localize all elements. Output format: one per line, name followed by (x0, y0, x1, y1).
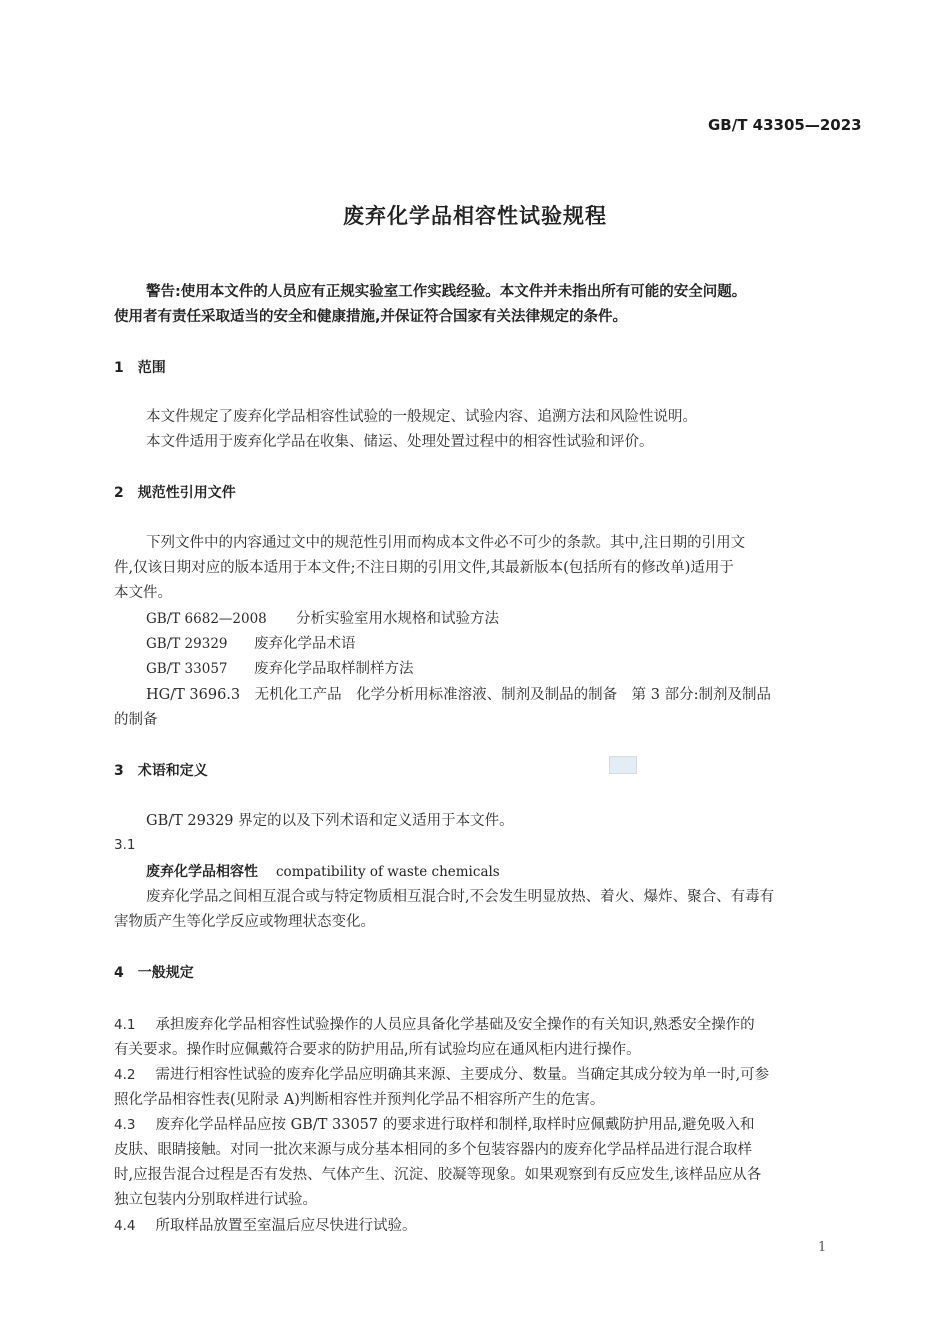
reference-title: 分析实验室用水规格和试验方法 (296, 611, 499, 627)
section-3-intro: GB/T 29329 界定的以及下列术语和定义适用于本文件。 (146, 813, 514, 829)
section-2-intro-line: 本文件。 (114, 585, 172, 601)
clause-text: 需进行相容性试验的废弃化学品应明确其来源、主要成分、数量。当确定其成分较为单一时,可参 (155, 1067, 770, 1083)
clause-number: 4.4 (114, 1218, 136, 1234)
term-english: compatibility of waste chemicals (276, 864, 500, 880)
clause-first-line (114, 1214, 416, 1235)
standard-code: GB/T 43305—2023 (708, 116, 862, 134)
reference-title: 废弃化学品取样制样方法 (254, 661, 414, 677)
reference-item (146, 607, 499, 628)
clause-first-line (114, 1013, 755, 1034)
warning-line-1: 警告:使用本文件的人员应有正规实验室工作实践经验。本文件并未指出所有可能的安全问题。 (146, 284, 747, 300)
clause-text: 废弃化学品样品应按 GB/T 33057 的要求进行取样和制样,取样时应佩戴防护用品,避免吸入和 (155, 1117, 755, 1133)
reference-item (146, 632, 356, 653)
clause-line: 照化学品相容性表(见附录 A)判断相容性并预判化学品不相容所产生的危害。 (114, 1092, 605, 1108)
reference-code: GB/T 6682—2008 (146, 611, 267, 627)
document-title: 废弃化学品相容性试验规程 (343, 204, 607, 228)
clause-line: 皮肤、眼睛接触。对同一批次来源与成分基本相同的多个包装容器内的废弃化学品样品进行混合取样 (114, 1142, 752, 1158)
term-number: 3.1 (114, 837, 136, 853)
clause-number: 4.2 (114, 1067, 136, 1083)
term-definition-line: 废弃化学品之间相互混合或与特定物质相互混合时,不会发生明显放热、着火、爆炸、聚合、有毒有 (146, 889, 775, 905)
warning-line-2: 使用者有责任采取适当的安全和健康措施,并保证符合国家有关法律规定的条件。 (114, 309, 628, 325)
clause-line: 时,应报告混合过程是否有发热、气体产生、沉淀、胶凝等现象。如果观察到有反应发生,该样品应从各 (114, 1167, 762, 1183)
clause-number: 4.1 (114, 1017, 136, 1033)
section-1-line: 本文件规定了废弃化学品相容性试验的一般规定、试验内容、追溯方法和风险性说明。 (146, 409, 697, 425)
reference-item-last-line-2: 的制备 (114, 712, 158, 728)
section-3-heading: 3 术语和定义 (114, 763, 208, 779)
section-4-heading: 4 一般规定 (114, 965, 194, 981)
term-definition-line: 害物质产生等化学反应或物理状态变化。 (114, 914, 375, 930)
section-1-heading: 1 范围 (114, 360, 166, 376)
clause-text: 所取样品放置至室温后应尽快进行试验。 (155, 1218, 417, 1234)
clause-first-line (114, 1113, 754, 1134)
term-entry (146, 861, 500, 881)
watermark-stamp (609, 756, 637, 774)
section-2-heading: 2 规范性引用文件 (114, 485, 236, 501)
section-2-intro-line: 下列文件中的内容通过文中的规范性引用而构成本文件必不可少的条款。其中,注日期的引用文 (146, 535, 746, 551)
section-2-intro-line: 件,仅该日期对应的版本适用于本文件;不注日期的引用文件,其最新版本(包括所有的修改单)适用于 (114, 560, 734, 576)
clause-text: 承担废弃化学品相容性试验操作的人员应具备化学基础及安全操作的有关知识,熟悉安全操作的 (155, 1017, 755, 1033)
page-number: 1 (818, 1240, 827, 1255)
clause-line: 独立包装内分别取样进行试验。 (114, 1192, 317, 1208)
clause-first-line (114, 1063, 769, 1084)
reference-item-last-line-1: HG/T 3696.3 无机化工产品 化学分析用标准溶液、制剂及制品的制备 第 3 部分:制剂及制品 (146, 687, 771, 703)
section-1-line: 本文件适用于废弃化学品在收集、储运、处理处置过程中的相容性试验和评价。 (146, 434, 654, 450)
clause-line: 有关要求。操作时应佩戴符合要求的防护用品,所有试验均应在通风柜内进行操作。 (114, 1042, 641, 1058)
reference-title: 废弃化学品术语 (254, 636, 356, 652)
clause-number: 4.3 (114, 1117, 136, 1133)
reference-code: GB/T 33057 (146, 661, 228, 677)
term-chinese: 废弃化学品相容性 (146, 864, 258, 880)
reference-code: GB/T 29329 (146, 636, 228, 652)
reference-item (146, 657, 414, 678)
